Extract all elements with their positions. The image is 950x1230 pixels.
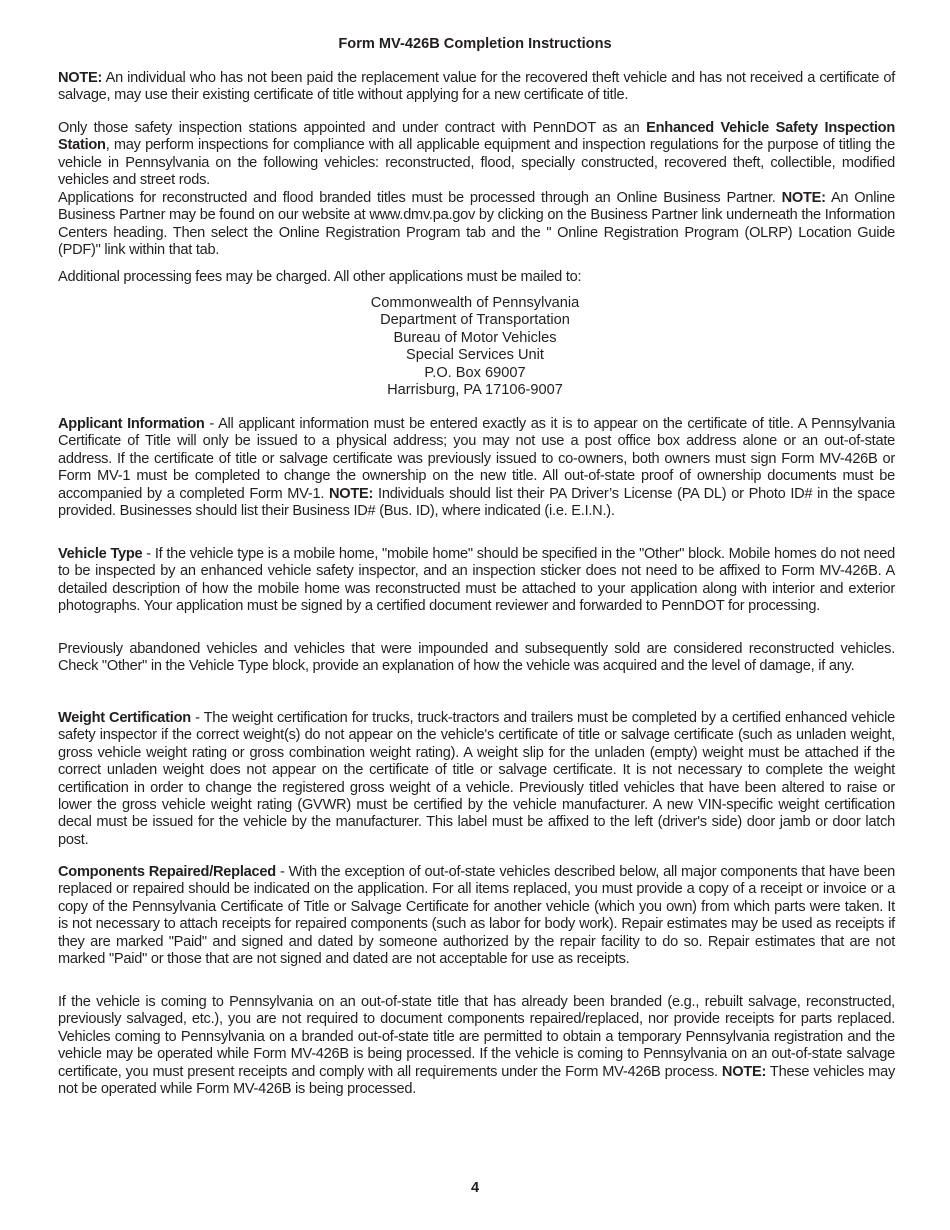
section-heading: Applicant Information (58, 416, 205, 432)
paragraph-text: If the vehicle is coming to Pennsylvania on an out-of-state title that has already been branded (e.g., rebuilt salvage, reconstructed, previously salvaged, etc.), you are not required to document components repaired/replaced, nor provide receipts for parts replaced. Vehicles coming to Pennsylvania on a branded out-of-state title are permitted to obtain a temporary Pennsylvania registration and the vehicle may be operated while Form MV-426B is being processed. If the vehicle is coming to Pennsylvania on an out-of-state salvage certificate, you must present receipts and comply with all requirements under the Form MV-426B process. (58, 994, 895, 1080)
paragraph-text: , may perform inspections for compliance with all applicable equipment and inspection regulations for the purpose of titling the vehicle in Pennsylvania on the following vehicles: reconstructed, flood, specially constructed, recovered theft, collectible, modified vehicles and street rods. (58, 137, 895, 189)
section-heading: Weight Certification (58, 710, 191, 726)
bold-term: Enhanced Vehicle Safety Inspection Station (58, 120, 895, 154)
note-label: NOTE: (781, 190, 826, 206)
address-line: Special Services Unit (406, 347, 544, 364)
weight-certification-paragraph (58, 710, 895, 849)
note-label: NOTE: (329, 485, 374, 502)
fees-paragraph: Additional processing fees may be charged. All other applications must be mailed to: (58, 269, 582, 285)
mailing-address (0, 295, 950, 399)
online-partner-paragraph (58, 190, 895, 260)
paragraph-text: Only those safety inspection stations appointed and under contract with PennDOT as an (58, 120, 647, 136)
page-title: Form MV-426B Completion Instructions (338, 36, 612, 52)
inspection-station-paragraph (58, 120, 895, 190)
abandoned-vehicles-paragraph: Previously abandoned vehicles and vehicles that were impounded and subsequently sold are considered reconstructed vehicles. Check "Other" in the Vehicle Type block, provide an explanation of how the vehicle was acquired and the level of damage, if any. (58, 641, 895, 675)
applicant-information-paragraph (58, 416, 895, 520)
section-heading: Components Repaired/Replaced (58, 864, 276, 880)
section-heading: Vehicle Type (58, 546, 143, 562)
page-number: 4 (470, 1180, 480, 1196)
paragraph-text: Individuals should list their PA Driver’s License (PA DL) or Photo ID# in the space provided. Businesses should list their Business ID# (Bus. ID), where indicated (i.e. E.I.N.). (58, 485, 895, 520)
note-label: NOTE: (58, 70, 103, 86)
address-line: Commonwealth of Pennsylvania (370, 295, 580, 311)
address-line: Bureau of Motor Vehicles (393, 329, 557, 346)
out-of-state-paragraph (58, 994, 895, 1098)
paragraph-text: - With the exception of out-of-state vehicles described below, all major components that have been replaced or repaired should be indicated on the application. For all items replaced, you must provide a copy of a receipt or invoice or a copy of the Pennsylvania Certificate of Title or Salvage Certificate for another vehicle (which you own) from which parts were taken. It is not necessary to attach receipts for repaired components (such as labor for body work). Repair estimates may be used as receipts if they are marked "Paid" and signed and dated by someone authorized by the repair facility to do so. Repair estimates that are not marked "Paid" or those that are not signed and dated are not acceptable for use as receipts. (58, 864, 895, 968)
paragraph-text: - The weight certification for trucks, truck-tractors and trailers must be completed by a certified enhanced vehicle safety inspector if the correct weight(s) do not appear on the vehicle's certificate of title or salvage certificate (such as unladen weight, gross vehicle weight rating or gross combination weight rating). A weight slip for the unladen (empty) weight must be attached if the correct unladen weight does not appear on the certificate of title or salvage certificate. It is not necessary to complete the weight certification in order to change the registered gross weight of a vehicle. Previously titled vehicles that have been altered to raise or lower the gross vehicle weight rating (GVWR) must be certified by the vehicle manufacturer. A new VIN-specific weight certification decal must be issued for the vehicle by the manufacturer. This label must be affixed to the left (driver's side) door jamb or door latch post. (58, 710, 895, 848)
paragraph-text: Applications for reconstructed and flood branded titles must be processed through an Online Business Partner. (58, 190, 782, 206)
note-label: NOTE: (721, 1063, 767, 1080)
paragraph-text: - If the vehicle type is a mobile home, "mobile home" should be specified in the "Other" block. Mobile homes do not need to be inspected by an enhanced vehicle safety inspector, and an inspection sticker does not need to be affixed to Form MV-426B. A detailed description of how the mobile home was reconstructed must be attached to your application along with interior and exterior photographs. Your application must be signed by a certified document reviewer and forwarded to PennDOT for processing. (58, 546, 895, 615)
paragraph-text: An Online Business Partner may be found on our website at www.dmv.pa.gov by clicking on the Business Partner link underneath the Information Centers heading. Then select the Online Registration Program tab and the " Online Registration Program (OLRP) Location Guide (PDF)" link within that tab. (58, 190, 895, 259)
address-line: P.O. Box 69007 (424, 364, 526, 381)
paragraph-text: These vehicles may not be operated while Form MV-426B is being processed. (58, 1063, 895, 1098)
address-line: Harrisburg, PA 17106-9007 (387, 382, 563, 399)
vehicle-type-paragraph (58, 546, 895, 616)
address-line: Department of Transportation (380, 312, 570, 329)
paragraph-text: An individual who has not been paid the replacement value for the recovered theft vehicle and has not received a certificate of salvage, may use their existing certificate of title without applying for a new certificate of title. (58, 70, 895, 104)
components-paragraph (58, 864, 895, 968)
paragraph-text: - All applicant information must be entered exactly as it is to appear on the certificate of title. A Pennsylvania Certificate of Title will only be issued to a physical address; you may not use a post office box address alone or an out-of-state address. If the certificate of title or salvage certificate was previously issued to co-owners, both owners must sign Form MV-426B or Form MV-1 must be completed to change the ownership on the new title. All out-of-state proof of ownership documents must be accompanied by a completed Form MV-1. (58, 416, 895, 502)
note-paragraph (58, 70, 895, 105)
